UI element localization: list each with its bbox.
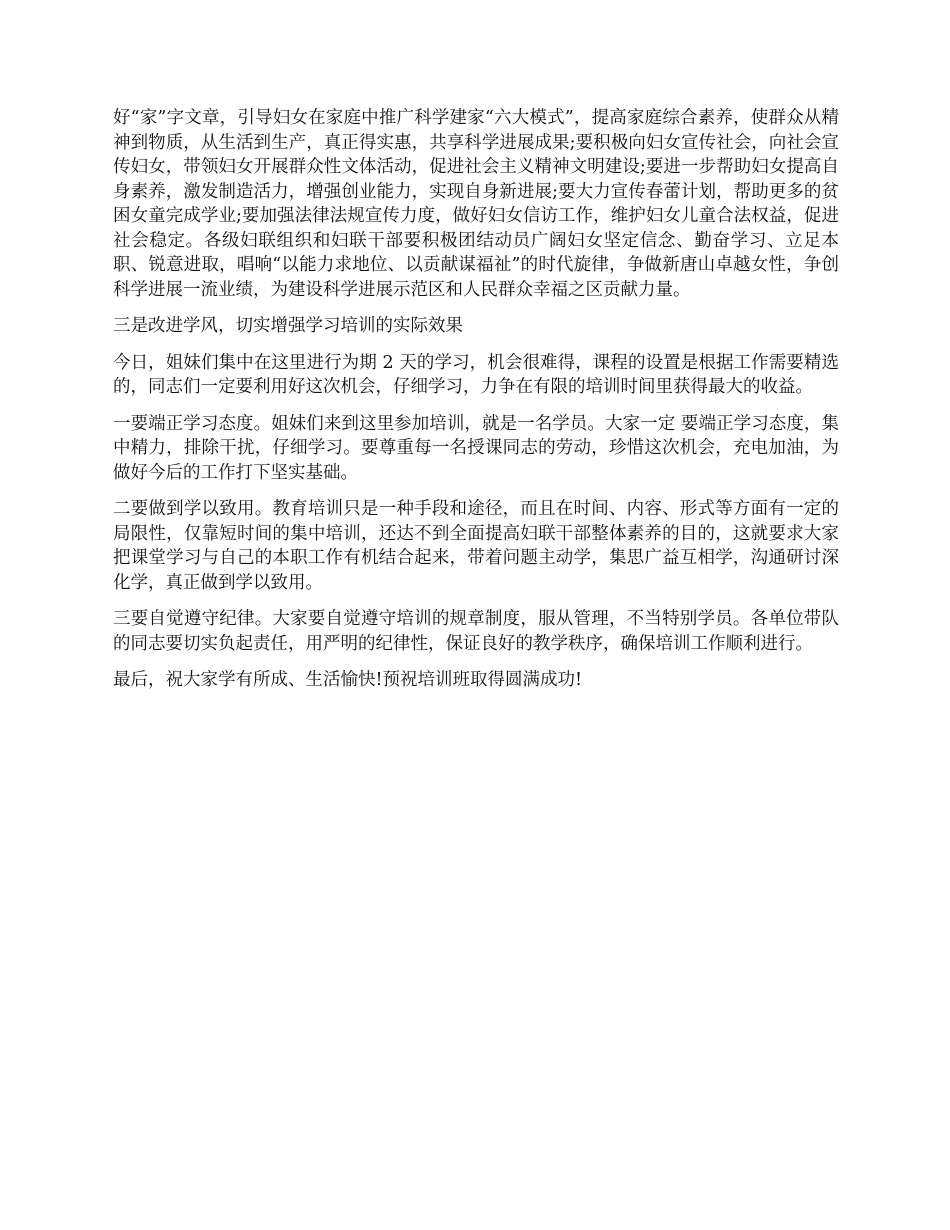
paragraph-intro: 今日，姐妹们集中在这里进行为期 2 天的学习，机会很难得，课程的设置是根据工作需要精选的，同志们一定要利用好这次机会，仔细学习，力争在有限的培训时间里获得最大的收益。 [113,352,839,397]
paragraph-continuation: 好“家”字文章，引导妇女在家庭中推广科学建家“六大模式”，提高家庭综合素养，使群众从精神到物质，从生活到生产，真正得实惠，共享科学进展成果;要积极向妇女宣传社会，向社会宣传妇女，带领妇女开展群众性文体活动，促进社会主义精神文明建设;要进一步帮助妇女提高自身素养，激发制造活力，增强创业能力，实现自身新进展;要大力宣传春蕾计划，帮助更多的贫困女童完成学业;要加强法律法规宣传力度，做好妇女信访工作，维护妇女儿童合法权益，促进社会稳定。各级妇联组织和妇联干部要积极团结动员广阔妇女坚定信念、勤奋学习、立足本职、锐意进取，唱响“以能力求地位、以贡献谋福祉”的时代旋律，争做新唐山卓越女性，争创科学进展一流业绩，为建设科学进展示范区和人民群众幸福之区贡献力量。 [113,108,839,300]
paragraph-point-three: 三要自觉遵守纪律。大家要自觉遵守培训的规章制度，服从管理，不当特别学员。各单位带队的同志要切实负起责任，用严明的纪律性，保证良好的教学秩序，确保培训工作顺利进行。 [113,609,839,654]
document-body [113,106,839,705]
section-heading: 三是改进学风，切实增强学习培训的实际效果 [113,316,463,336]
paragraph-point-two: 二要做到学以致用。教育培训只是一种手段和途径，而且在时间、内容、形式等方面有一定的局限性，仅靠短时间的集中培训，还达不到全面提高妇联干部整体素养的目的，这就要求大家把课堂学习与自己的本职工作有机结合起来，带着问题主动学，集思广益互相学，沟通研讨深化学，真正做到学以致用。 [113,499,839,593]
paragraph-point-one: 一要端正学习态度。姐妹们来到这里参加培训，就是一名学员。大家一定 要端正学习态度，集中精力，排除干扰，仔细学习。要尊重每一名授课同志的劳动，珍惜这次机会，充电加油，为做好今后的工作打下坚实基础。 [113,413,839,483]
paragraph-closing: 最后，祝大家学有所成、生活愉快!预祝培训班取得圆满成功! [113,670,583,690]
